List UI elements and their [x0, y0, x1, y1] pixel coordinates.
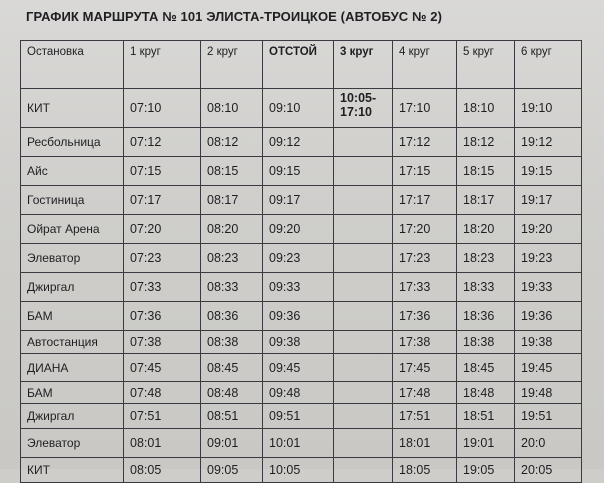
table-row	[21, 458, 582, 483]
table-row	[21, 157, 582, 186]
cell-round-5: 18:45	[457, 354, 515, 382]
cell-round-3	[334, 157, 393, 186]
cell-round-6: 19:17	[515, 186, 582, 215]
cell-round-3	[334, 404, 393, 429]
cell-round-2: 08:36	[201, 302, 263, 331]
cell-round-5: 18:20	[457, 215, 515, 244]
cell-round-5: 18:12	[457, 128, 515, 157]
cell-layover: 09:20	[263, 215, 334, 244]
cell-round-6: 19:38	[515, 331, 582, 354]
column-header-stop: Остановка	[21, 41, 124, 89]
cell-layover: 09:15	[263, 157, 334, 186]
cell-round-4: 17:36	[393, 302, 457, 331]
cell-round-3	[334, 458, 393, 483]
cell-stop: Джиргал	[21, 404, 124, 429]
cell-layover: 09:51	[263, 404, 334, 429]
cell-stop: Айс	[21, 157, 124, 186]
cell-round-4: 17:45	[393, 354, 457, 382]
cell-stop: Гостиница	[21, 186, 124, 215]
cell-round-4: 17:10	[393, 89, 457, 128]
cell-round-4: 17:12	[393, 128, 457, 157]
page-title: ГРАФИК МАРШРУТА № 101 ЭЛИСТА-ТРОИЦКОЕ (АВТОБУС № 2)	[26, 9, 443, 24]
cell-stop: Элеватор	[21, 244, 124, 273]
cell-round-6: 20:05	[515, 458, 582, 483]
cell-layover: 09:10	[263, 89, 334, 128]
cell-round-2: 08:45	[201, 354, 263, 382]
cell-round-5: 18:15	[457, 157, 515, 186]
cell-round-5: 18:33	[457, 273, 515, 302]
cell-round-2: 08:15	[201, 157, 263, 186]
cell-round-2: 08:17	[201, 186, 263, 215]
cell-round-6: 19:12	[515, 128, 582, 157]
cell-round-4: 17:20	[393, 215, 457, 244]
cell-round-3	[334, 331, 393, 354]
cell-round-4: 17:33	[393, 273, 457, 302]
cell-round-3: 10:05-17:10	[334, 89, 393, 128]
cell-layover: 10:05	[263, 458, 334, 483]
cell-round-6: 19:36	[515, 302, 582, 331]
table-row	[21, 273, 582, 302]
cell-stop: ДИАНА	[21, 354, 124, 382]
cell-round-4: 17:23	[393, 244, 457, 273]
cell-layover: 09:38	[263, 331, 334, 354]
cell-round-1: 07:45	[124, 354, 201, 382]
cell-stop: Ресбольница	[21, 128, 124, 157]
cell-round-1: 07:36	[124, 302, 201, 331]
cell-round-2: 08:33	[201, 273, 263, 302]
cell-round-2: 09:05	[201, 458, 263, 483]
cell-round-3	[334, 215, 393, 244]
cell-round-1: 07:20	[124, 215, 201, 244]
cell-layover: 09:33	[263, 273, 334, 302]
cell-round-2: 08:38	[201, 331, 263, 354]
cell-round-6: 19:20	[515, 215, 582, 244]
cell-round-5: 19:01	[457, 429, 515, 458]
table-row	[21, 302, 582, 331]
cell-layover: 09:36	[263, 302, 334, 331]
column-header-round-4: 4 круг	[393, 41, 457, 89]
cell-round-6: 19:10	[515, 89, 582, 128]
cell-round-1: 07:17	[124, 186, 201, 215]
cell-round-5: 18:51	[457, 404, 515, 429]
cell-round-1: 07:12	[124, 128, 201, 157]
cell-round-5: 18:17	[457, 186, 515, 215]
cell-round-1: 07:48	[124, 382, 201, 404]
column-header-round-1: 1 круг	[124, 41, 201, 89]
column-header-round-6: 6 круг	[515, 41, 582, 89]
cell-round-1: 07:23	[124, 244, 201, 273]
cell-round-1: 07:10	[124, 89, 201, 128]
cell-round-1: 07:38	[124, 331, 201, 354]
cell-round-3	[334, 244, 393, 273]
cell-round-3	[334, 382, 393, 404]
cell-stop: КИТ	[21, 89, 124, 128]
cell-round-2: 08:10	[201, 89, 263, 128]
cell-round-6: 19:15	[515, 157, 582, 186]
cell-layover: 09:23	[263, 244, 334, 273]
cell-round-4: 17:17	[393, 186, 457, 215]
cell-round-3	[334, 302, 393, 331]
table-row	[21, 186, 582, 215]
cell-round-1: 07:51	[124, 404, 201, 429]
cell-round-6: 19:33	[515, 273, 582, 302]
column-header-layover: ОТСТОЙ	[263, 41, 334, 89]
cell-round-2: 08:20	[201, 215, 263, 244]
cell-round-3	[334, 429, 393, 458]
cell-round-3	[334, 354, 393, 382]
cell-round-6: 19:45	[515, 354, 582, 382]
cell-round-1: 08:05	[124, 458, 201, 483]
column-header-round-5: 5 круг	[457, 41, 515, 89]
table-row	[21, 128, 582, 157]
cell-round-4: 17:15	[393, 157, 457, 186]
table-row	[21, 89, 582, 128]
cell-round-1: 07:33	[124, 273, 201, 302]
cell-round-4: 17:51	[393, 404, 457, 429]
table-row	[21, 244, 582, 273]
table-row	[21, 215, 582, 244]
cell-round-6: 19:51	[515, 404, 582, 429]
cell-layover: 10:01	[263, 429, 334, 458]
cell-round-2: 08:23	[201, 244, 263, 273]
cell-round-5: 18:23	[457, 244, 515, 273]
cell-layover: 09:45	[263, 354, 334, 382]
cell-round-5: 19:05	[457, 458, 515, 483]
cell-round-4: 18:05	[393, 458, 457, 483]
cell-stop: Ойрат Арена	[21, 215, 124, 244]
cell-stop: БАМ	[21, 302, 124, 331]
cell-round-2: 09:01	[201, 429, 263, 458]
cell-stop: Автостанция	[21, 331, 124, 354]
table-row	[21, 354, 582, 382]
cell-stop: КИТ	[21, 458, 124, 483]
column-header-round-3: 3 круг	[334, 41, 393, 89]
cell-round-6: 20:0	[515, 429, 582, 458]
cell-stop: Элеватор	[21, 429, 124, 458]
cell-round-5: 18:10	[457, 89, 515, 128]
cell-round-2: 08:12	[201, 128, 263, 157]
cell-stop: Джиргал	[21, 273, 124, 302]
cell-round-6: 19:48	[515, 382, 582, 404]
table-row	[21, 429, 582, 458]
cell-round-4: 18:01	[393, 429, 457, 458]
cell-round-2: 08:48	[201, 382, 263, 404]
cell-round-4: 17:48	[393, 382, 457, 404]
cell-round-6: 19:23	[515, 244, 582, 273]
header-row	[21, 41, 582, 89]
table-row	[21, 382, 582, 404]
cell-round-4: 17:38	[393, 331, 457, 354]
cell-round-3	[334, 128, 393, 157]
cell-round-5: 18:36	[457, 302, 515, 331]
cell-layover: 09:48	[263, 382, 334, 404]
cell-round-5: 18:38	[457, 331, 515, 354]
route-schedule-table	[20, 40, 582, 483]
cell-round-1: 08:01	[124, 429, 201, 458]
cell-layover: 09:17	[263, 186, 334, 215]
cell-round-5: 18:48	[457, 382, 515, 404]
cell-round-3	[334, 186, 393, 215]
cell-stop: БАМ	[21, 382, 124, 404]
column-header-round-2: 2 круг	[201, 41, 263, 89]
cell-round-3	[334, 273, 393, 302]
cell-layover: 09:12	[263, 128, 334, 157]
table-row	[21, 331, 582, 354]
cell-round-2: 08:51	[201, 404, 263, 429]
cell-round-1: 07:15	[124, 157, 201, 186]
table-row	[21, 404, 582, 429]
